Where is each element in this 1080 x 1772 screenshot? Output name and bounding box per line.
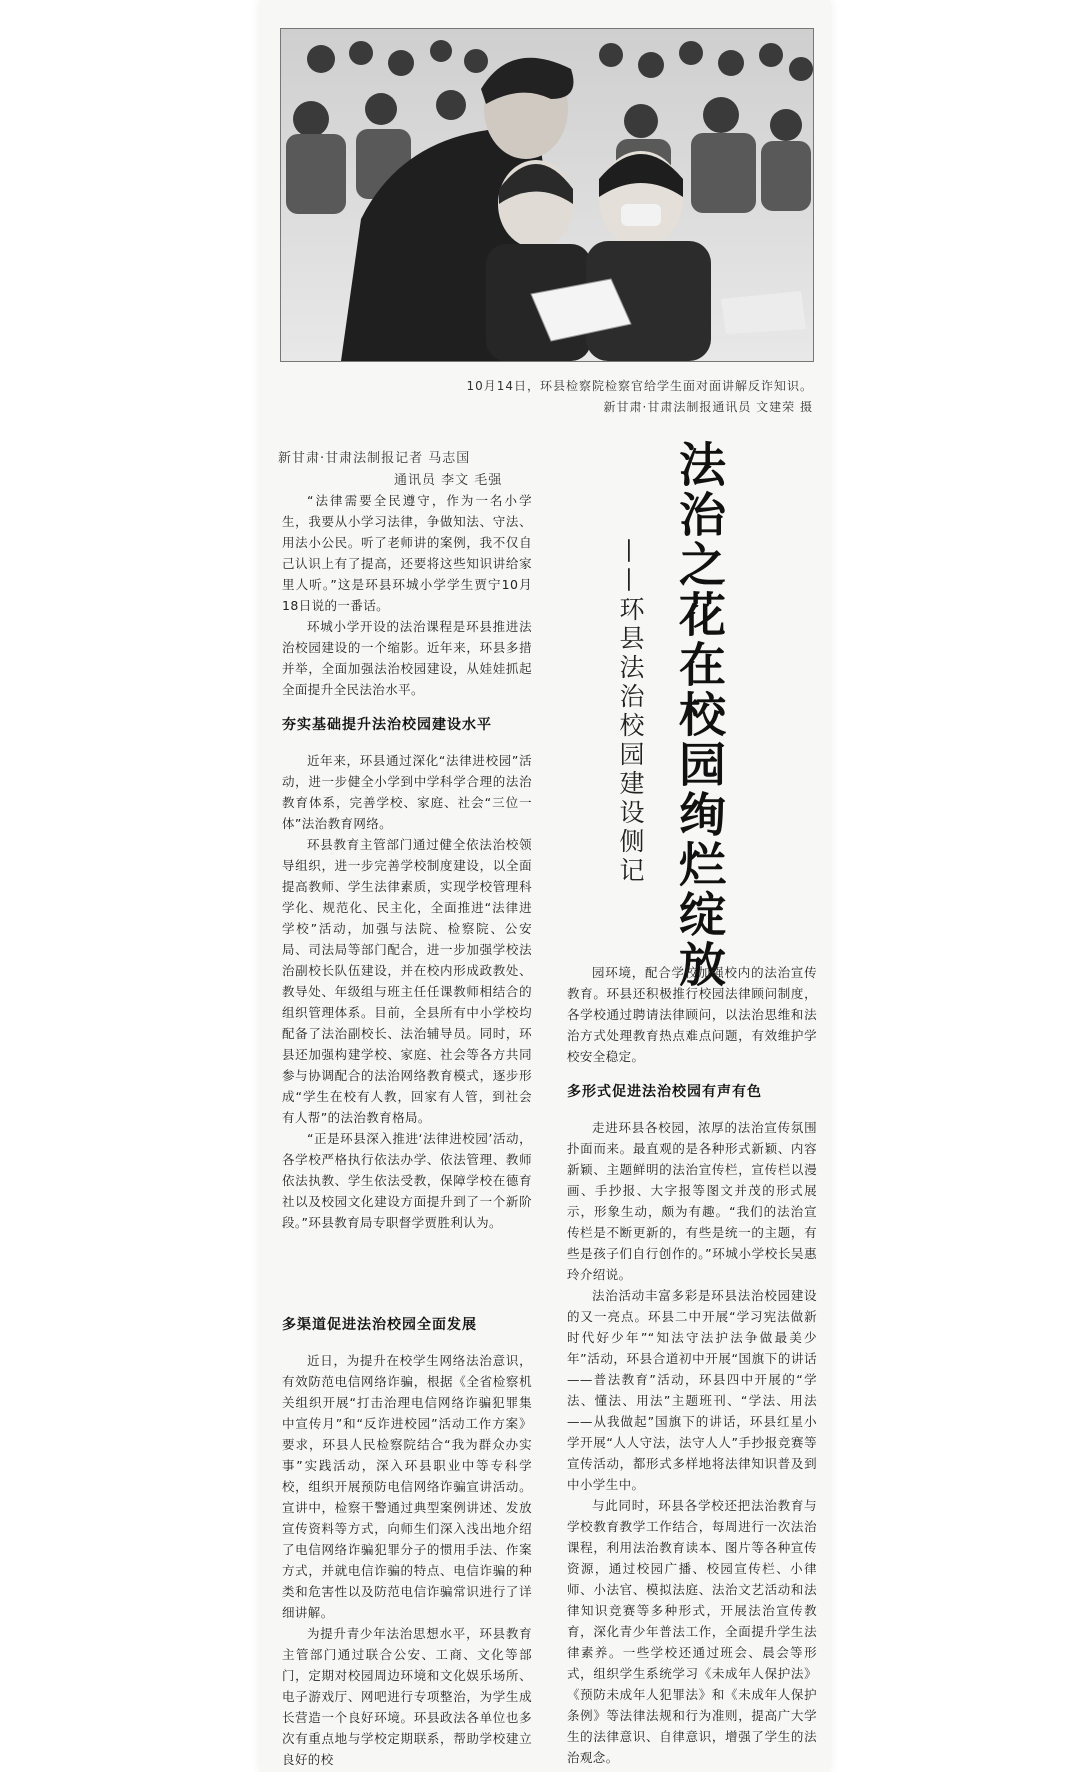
paragraph: “法律需要全民遵守，作为一名小学生，我要从小学习法律，争做知法、守法、用法小公民。听了老师讲的案例，我不仅自己认识上有了提高，还要将这些知识讲给家里人听。”这是环县环城小学学生贾宁10月18日说的一番话。	[282, 493, 532, 613]
paragraph: “正是环县深入推进‘法律进校园’活动，各学校严格执行依法办学、依法管理、教师依法执教、学生依法受教，保障学校在德育社以及校园文化建设方面提升到了一个新阶段。”环县教育局专职督学贾胜利认为。	[282, 1131, 532, 1230]
paragraph: 与此同时，环县各学校还把法治教育与学校教育教学工作结合，每周进行一次法治课程，利用法治教育读本、图片等各种宣传资源，通过校园广播、校园宣传栏、小律师、小法官、模拟法庭、法治文艺活动和法律知识竞赛等多种形式，开展法治宣传教育，深化青少年普法工作，全面提升学生法律素养。一些学校还通过班会、晨会等形式，组织学生系统学习《未成年人保护法》《预防未成年人犯罪法》和《未成年人保护条例》等法律法规和行为准则，提高广大学生的法律意识、自律意识，增强了学生的法治观念。	[567, 1498, 817, 1765]
byline	[278, 448, 528, 492]
photo-caption	[276, 376, 813, 418]
caption-line-2: 新甘肃·甘肃法制报通讯员 文建荣 摄	[603, 400, 813, 414]
article-column-1	[282, 490, 532, 1233]
article-column-2	[282, 1300, 532, 1770]
paragraph: 走进环县各校园，浓厚的法治宣传氛围扑面而来。最直观的是各种形式新颖、内容新颖、主题鲜明的法治宣传栏，宣传栏以漫画、手抄报、大字报等图文并茂的形式展示，形象生动，颇为有趣。“我们的法治宣传栏是不断更新的，有些是统一的主题，有些是孩子们自行创作的。”环城小学校长吴惠玲介绍说。	[567, 1120, 817, 1282]
byline-reporter: 新甘肃·甘肃法制报记者 马志国	[278, 451, 471, 466]
section-heading: 多渠道促进法治校园全面发展	[282, 1317, 477, 1333]
newspaper-clipping	[260, 0, 830, 1772]
section-heading: 夯实基础提升法治校园建设水平	[282, 717, 492, 733]
paragraph: 近年来，环县通过深化“法律进校园”活动，进一步健全小学到中学科学合理的法治教育体系，完善学校、家庭、社会“三位一体”法治教育网络。	[282, 753, 532, 831]
paragraph: 法治活动丰富多彩是环县法治校园建设的又一亮点。环县二中开展“学习宪法做新时代好少年”“知法守法护法争做最美少年”活动，环县合道初中开展“国旗下的讲话——普法教育”活动，环县四中开展的“学法、懂法、用法”主题班刊、“学法、用法——从我做起”国旗下的讲话，环县红星小学开展“人人守法，法守人人”手抄报竞赛等宣传活动，都形式多样地将法律知识普及到中小学生中。	[567, 1288, 817, 1492]
byline-correspondents: 通讯员 李文 毛强	[394, 473, 503, 488]
paragraph: 环县教育主管部门通过健全依法治校领导组织，进一步完善学校制度建设，以全面提高教师、学生法律素质，实现学校管理科学化、规范化、民主化，全面推进“法律进学校”活动，加强与法院、检察院、公安局、司法局等部门配合，进一步加强学校法治副校长队伍建设，并在校内形成政教处、教导处、年级组与班主任任课教师相结合的组织管理体系。目前，全县所有中小学校均配备了法治副校长、法治辅导员。同时，环县还加强构建学校、家庭、社会等各方共同参与协调配合的法治网络教育模式，逐步形成“学生在校有人教，回家有人管，到社会有人帮”的法治教育格局。	[282, 837, 532, 1125]
headline: 法治之花在校园绚烂绽放	[671, 440, 726, 990]
photo-illustration	[281, 29, 813, 361]
subheadline: ——环县法治校园建设侧记	[616, 538, 645, 886]
paragraph: 为提升青少年法治思想水平，环县教育主管部门通过联合公安、工商、文化等部门，定期对校园周边环境和文化娱乐场所、电子游戏厅、网吧进行专项整治，为学生成长营造一个良好环境。环县政法各单位也多次有重点地与学校定期联系，帮助学校建立良好的校	[282, 1626, 532, 1767]
paragraph: 近日，为提升在校学生网络法治意识，有效防范电信网络诈骗，根据《全省检察机关组织开展“打击治理电信网络诈骗犯罪集中宣传月”和“反诈进校园”活动工作方案》要求，环县人民检察院结合“我为群众办实事”实践活动，深入环县职业中等专科学校，组织开展预防电信网络诈骗宣讲活动。宣讲中，检察干警通过典型案例讲述、发放宣传资料等方式，向师生们深入浅出地介绍了电信网络诈骗犯罪分子的惯用手法、作案方式，并就电信诈骗的特点、电信诈骗的种类和危害性以及防范电信诈骗常识进行了详细讲解。	[282, 1353, 532, 1620]
caption-line-1: 10月14日，环县检察院检察官给学生面对面讲解反诈知识。	[466, 379, 813, 393]
section-heading: 多形式促进法治校园有声有色	[567, 1084, 762, 1100]
article-column-3	[567, 962, 817, 1768]
paragraph: 环城小学开设的法治课程是环县推进法治校园建设的一个缩影。近年来，环县多措并举，全面加强法治校园建设，从娃娃抓起全面提升全民法治水平。	[282, 619, 532, 697]
paragraph: 园环境，配合学校加强校内的法治宣传教育。环县还积极推行校园法律顾问制度，各学校通过聘请法律顾问，以法治思维和法治方式处理教育热点难点问题，有效维护学校安全稳定。	[567, 965, 817, 1064]
news-photo	[280, 28, 814, 362]
